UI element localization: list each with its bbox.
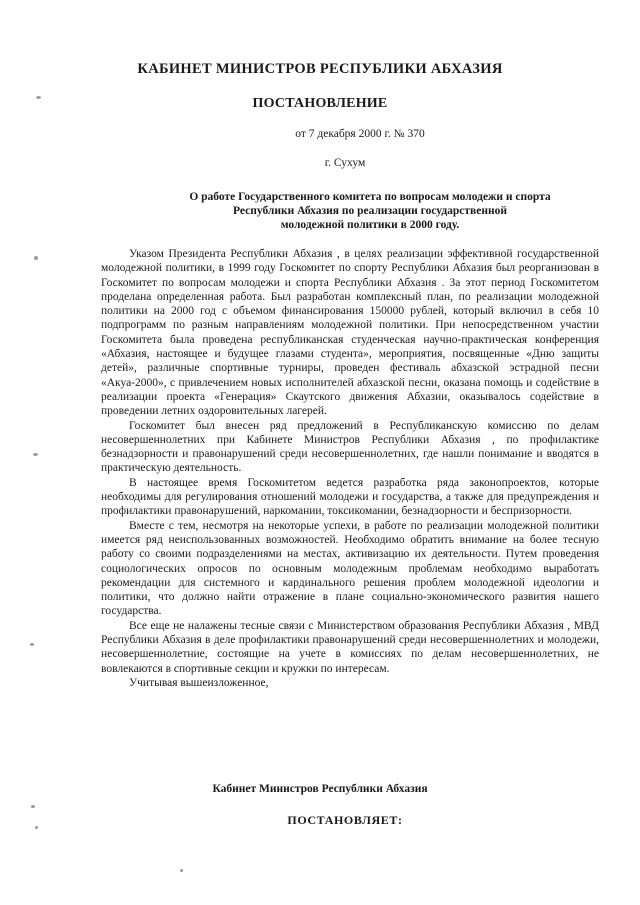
document-date-number: от 7 декабря 2000 г. № 370: [295, 128, 425, 140]
body-paragraph: Учитывая вышеизложенное,: [129, 676, 269, 689]
body-paragraph: Госкомитет был внесен ряд предложений в Республиканскую комиссию по делам несовершеннолетних при Кабинете Министров Республики Абхазия , по профилактике безнадзорности и правонарушений среди несовершеннолетних, где нашли понимание и вводятся в практическую деятельность.: [101, 419, 599, 475]
scan-speck: [180, 869, 183, 872]
issuing-authority: КАБИНЕТ МИНИСТРОВ РЕСПУБЛИКИ АБХАЗИЯ: [137, 61, 503, 77]
resolution-heading: ПОСТАНОВЛЯЕТ:: [287, 813, 403, 827]
scan-speck: [36, 96, 41, 99]
subject-line: Республики Абхазия по реализации государственной: [233, 205, 507, 217]
scan-speck: [33, 453, 38, 456]
scan-speck: [35, 826, 38, 829]
scan-speck: [30, 643, 34, 646]
document-body: [101, 247, 599, 690]
scan-speck: [31, 805, 35, 808]
document-city: г. Сухум: [324, 157, 366, 169]
body-paragraph: Вместе с тем, несмотря на некоторые успехи, в работе по реализации молодежной политики имеется ряд неиспользованных возможностей. Необходимо обратить внимание на более тесную работу со своими подразделениями на местах, активизацию их деятельности. Путем проведения социологических опросов по основным молодежным проблемам необходимо выработать рекомендации для системного и кардинального решения проблем молодежной идеологии и политики, что должно найти отражение в плане социально-экономического развития нашего государства.: [101, 519, 599, 618]
signatory: Кабинет Министров Республики Абхазия: [212, 783, 428, 795]
subject-line: молодежной политики в 2000 году.: [280, 219, 460, 231]
subject-line: О работе Государственного комитета по вопросам молодежи и спорта: [189, 191, 551, 203]
body-paragraph: Указом Президента Республики Абхазия , в целях реализации эффективной государственной молодежной политики, в 1999 году Госкомитет по спорту Республики Абхазия был реорганизован в Госкомитет по вопросам молодежи и спорта Республики Абхазия . За этот период Госкомитетом проделана определенная работа. Был разработан комплексный план, по реализации молодежной политики на 2000 год с объемом финансирования 150000 рублей, который включил в себя 10 подпрограмм по разным направлениям молодежной политики. При непосредственном участии Госкомитета была проведена республиканская студенческая научно-практическая конференция «Абхазия, настоящее и будущее глазами студента», мероприятия, посвященные «Дню защиты детей», различные спортивные турниры, проведен фестиваль абхазской эстрадной песни «Акуа-2000», с привлечением новых исполнителей абхазской песни, оказана помощь и содействие в реализации проекта «Генерация» Скаутского движения Абхазии, оказывалось содействие в проведении летних оздоровительных лагерей.: [101, 248, 599, 418]
document-type: ПОСТАНОВЛЕНИЕ: [252, 96, 388, 111]
body-paragraph: Все еще не налажены тесные связи с Министерством образования Республики Абхазия , МВД Республики Абхазия в деле профилактики правонарушений среди несовершеннолетних и молодежи, несовершеннолетние, состоящие на учете в комиссиях по делам несовершеннолетних, не вовлекаются в спортивные секции и кружки по интересам.: [101, 619, 599, 675]
scan-speck: [34, 256, 38, 260]
body-paragraph: В настоящее время Госкомитетом ведется разработка ряда законопроектов, которые необходимы для регулирования отношений молодежи и государства, а также для предупреждения и профилактики правонарушений, наркомании, токсикомании, безнадзорности и беспризорности.: [101, 476, 599, 518]
document-subject: [100, 190, 640, 232]
